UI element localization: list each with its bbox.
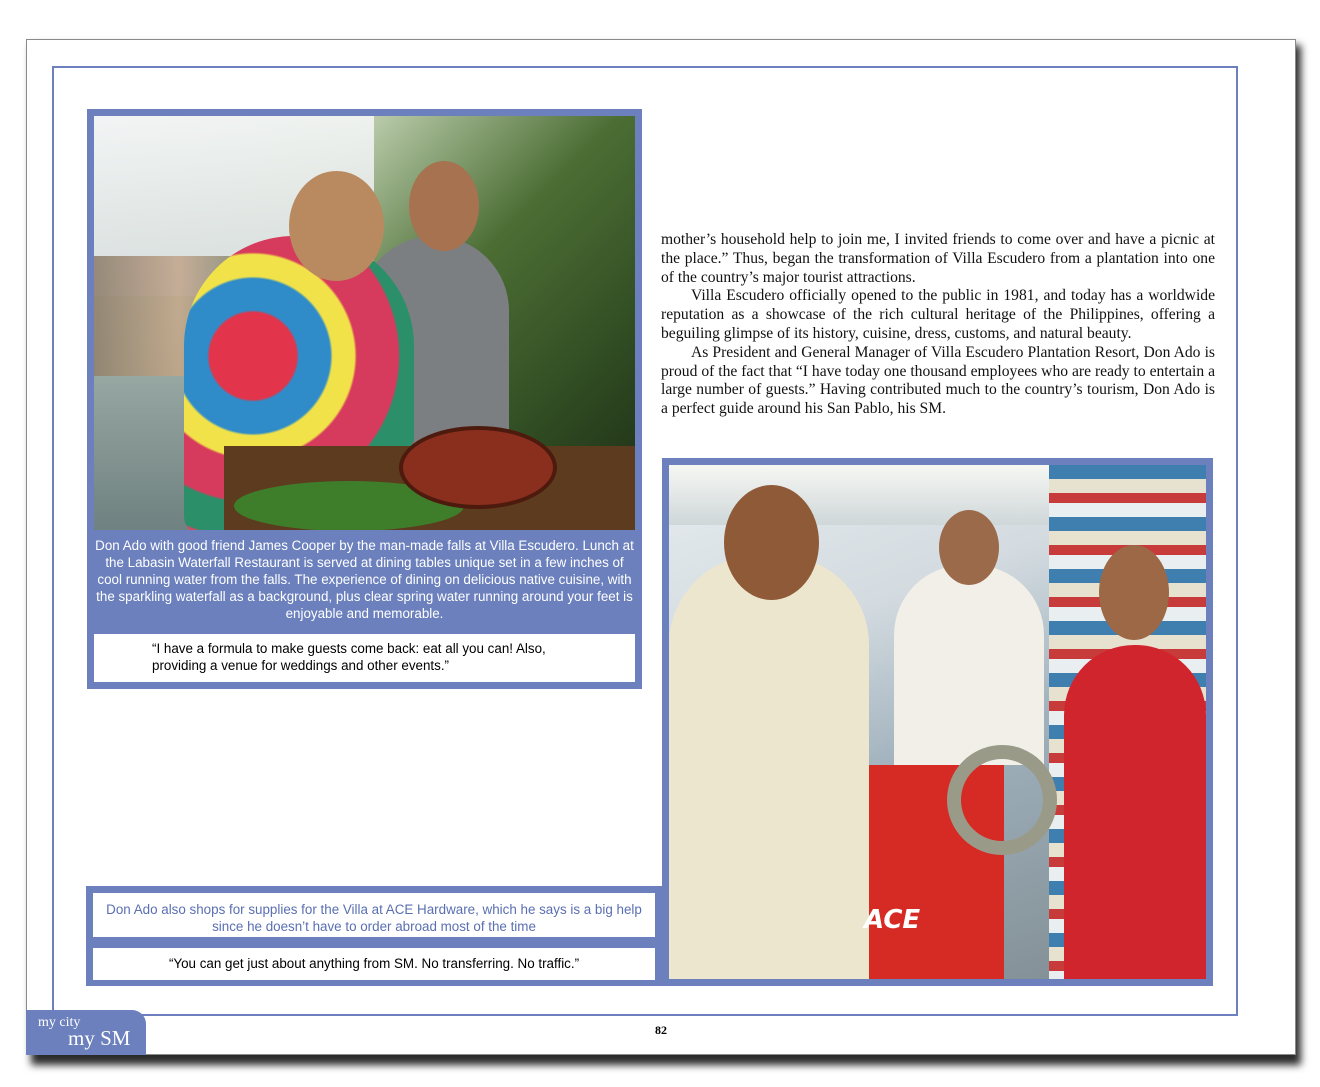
magazine-logo [26, 1010, 146, 1055]
photo-waterfall-restaurant [94, 116, 635, 530]
food-bowl [399, 426, 557, 509]
don-ado-face [289, 171, 384, 281]
photo-ace-hardware [669, 465, 1206, 979]
photo2-quote: “You can get just about anything from SM. No transferring. No traffic.” [93, 948, 655, 980]
photo2-caption: Don Ado also shops for supplies for the Villa at ACE Hardware, which he says is a big help since he doesn’t have to order abroad most of the time [93, 893, 655, 937]
ace-clerk-figure [1064, 645, 1206, 979]
article-body [661, 231, 1215, 419]
don-ado-figure [669, 555, 869, 979]
page-number: 82 [655, 1023, 667, 1037]
hose-coil [947, 745, 1057, 855]
photo2-panel [662, 458, 1213, 986]
store-staff-face [939, 510, 999, 585]
photo1-caption: Don Ado with good friend James Cooper by the man-made falls at Villa Escudero. Lunch at the Labasin Waterfall Restaurant is served at dining tables unique set in a few inches of cool running water from the falls. The experience of dining on delicious native cuisine, with the sparkling waterfall as a background, plus clear spring water running around your feet is enjoyable and memorable. [95, 538, 634, 621]
store-staff-figure [894, 565, 1044, 765]
photo1-quote: “I have a formula to make guests come back: eat all you can! Also, providing a venue for weddings and other events.” [94, 634, 635, 682]
james-cooper-face [409, 161, 479, 251]
logo-text-my-sm: my SM [68, 1026, 131, 1050]
logo-text-my-city: my city [38, 1015, 81, 1030]
ace-logo: ACE [864, 905, 921, 935]
photo2-quote-box [86, 944, 662, 986]
ace-clerk-face [1099, 545, 1169, 640]
photo1-panel [87, 109, 642, 689]
body-paragraph: Villa Escudero officially opened to the public in 1981, and today has a worldwide reputation as a showcase of the rich cultural heritage of the Philippines, offering a beguiling glimpse of its history, cuisine, dress, customs, and natural beauty. [661, 287, 1215, 342]
body-paragraph: As President and General Manager of Villa Escudero Plantation Resort, Don Ado is proud of the fact that “I have today one thousand employees who are ready to entertain a large number of guests.” Having contributed much to the country’s tourism, Don Ado is a perfect guide around his San Pablo, his SM. [661, 343, 1215, 418]
photo2-caption-box [86, 886, 662, 944]
don-ado-face [724, 485, 819, 600]
body-paragraph: mother’s household help to join me, I invited friends to come over and have a picnic at the place.” Thus, began the transformation of Villa Escudero from a plantation into one of the country’s major tourist attractions. [661, 231, 1215, 286]
